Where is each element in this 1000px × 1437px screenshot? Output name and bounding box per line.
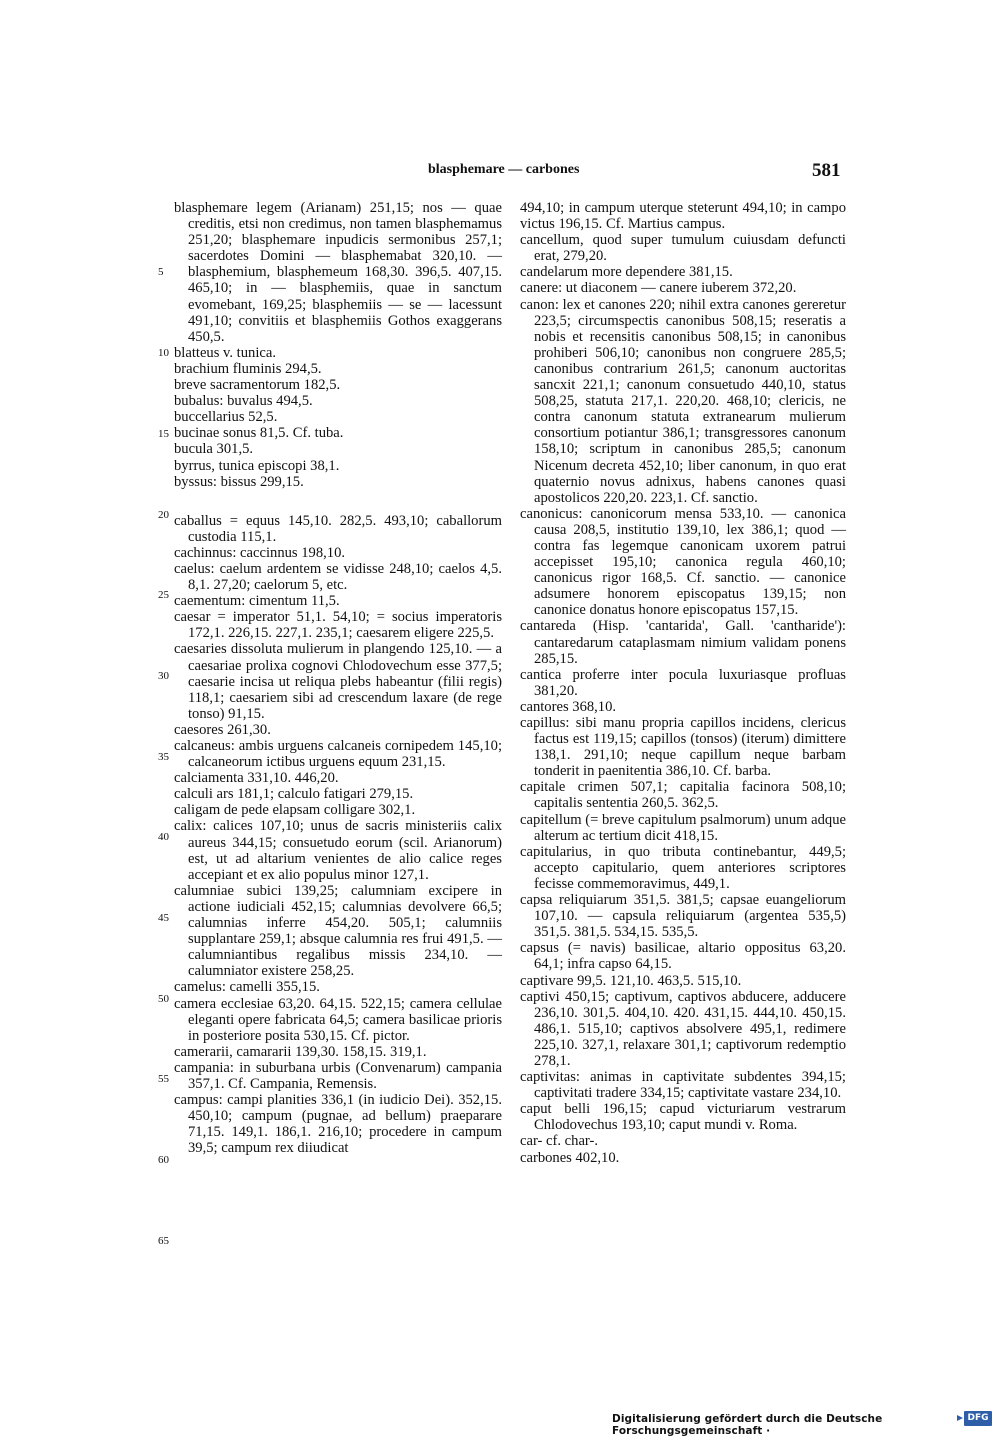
entry-bucinae: bucinae sonus 81,5. Cf. tuba. <box>174 425 344 442</box>
entry-cantores: cantores 368,10. <box>520 698 617 715</box>
entry-byssus: byssus: bissus 299,15. <box>174 473 304 490</box>
entry-caput: caput belli 196,15; capud victuriarum vestrarum Chlodovechus 193,10; caput mundi v. Roma. <box>520 1101 846 1134</box>
left-column <box>174 200 502 1156</box>
entry-caesaries: caesaries dissoluta mulierum in plangendo 125,10. — a caesariae prolixa cognovi Chlodovechum esse 377,5; caesarie incisa ut reliqua plebs habeantur (filii regis) 118,1; caesariem sibi ad crescendum laxare (de rege tonso) 91,15. <box>174 641 502 722</box>
entry-caementum: caementum: cimentum 11,5. <box>174 593 340 610</box>
entry-camera: camera ecclesiae 63,20. 64,15. 522,15; camera cellulae eleganti opere fabricata 64,5; camera basilicae prioris in posteriore posita 530,15. Cf. pictor. <box>174 995 502 1044</box>
entry-captivare: captivare 99,5. 121,10. 463,5. 515,10. <box>520 972 742 989</box>
page-number: 581 <box>812 160 841 181</box>
entry-carbones: carbones 402,10. <box>520 1149 620 1166</box>
entry-capillus: capillus: sibi manu propria capillos incidens, clericus factus est 119,15; capillos (tonsos) (iterum) dimittere 138,1. 291,10; neque capillum neque barbam tonderit in paenitentia 386,10. Cf. barba. <box>520 715 846 780</box>
entry-canere: canere: ut diaconem — canere iuberem 372,20. <box>520 280 797 297</box>
entry-canonicus: canonicus: canonicorum mensa 533,10. — canonica causa 208,5, institutio 139,10, lex 386,1; quod — contra fas legemque canonicam uxorem patrui accepisset 195,10; canonica regula 460,10; canonicus rigor 168,5. Cf. sanctio. — canonice adsumere honorem episcopatus 139,15; non canonice donatus honore episcopatus 157,15. <box>520 505 846 619</box>
footer-credit: Digitalisierung gefördert durch die Deutsche Forschungsgemeinschaft · <box>612 1413 883 1437</box>
entry-caballus: caballus = equus 145,10. 282,5. 493,10; caballorum custodia 115,1. <box>174 512 502 545</box>
entry-blatteus: blatteus v. tunica. <box>174 344 276 361</box>
line-number: 30 <box>158 670 169 682</box>
entry-buccellarius: buccellarius 52,5. <box>174 409 278 426</box>
entry-blasphemare: blasphemare legem (Arianam) 251,15; nos — quae creditis, etsi non credimus, non tamen blasphemamus 251,20; blasphemare inpudicis sermonibus 257,1; sacerdotes Domini — blasphemabat 320,10. — blasphemium, blasphemeum 168,30. 396,5. 407,15. 465,10; in — blasphemiis, quae in sanctum evomebant, 169,25; blasphemiis — se — lacessunt 491,10; convitiis et blasphemiis Gothos exaggerans 450,5. <box>174 200 502 345</box>
line-number: 5 <box>158 266 164 278</box>
entry-captivi: captivi 450,15; captivum, captivos abducere, adducere 236,10. 301,5. 404,10. 420. 431,15. 444,10. 450,15. 486,1. 515,10; captivos absolvere 495,1, redimere 225,10. 327,1, relaxare 301,1; captivorum redemptio 278,1. <box>520 988 846 1069</box>
entry-camelus: camelus: camelli 355,15. <box>174 979 320 996</box>
entry-cachinnus: cachinnus: caccinnus 198,10. <box>174 544 346 561</box>
entry-campus-continued: 494,10; in campum uterque steterunt 494,10; in campo victus 196,15. Cf. Martius campus. <box>520 200 846 233</box>
entry-capitale: capitale crimen 507,1; capitalia facinora 508,10; capitalis sententia 260,5. 362,5. <box>520 779 846 812</box>
line-number: 50 <box>158 993 169 1005</box>
line-number: 45 <box>158 912 169 924</box>
line-number: 10 <box>158 347 169 359</box>
entry-camerarii: camerarii, camararii 139,30. 158,15. 319,1. <box>174 1043 427 1060</box>
entry-cancellum: cancellum, quod super tumulum cuiusdam defuncti erat, 279,20. <box>520 232 846 265</box>
entry-capsus: capsus (= navis) basilicae, altario oppositus 63,20. 64,1; infra capso 64,15. <box>520 940 846 973</box>
entry-calculi: calculi ars 181,1; calculo fatigari 279,15. <box>174 786 414 803</box>
right-column <box>520 200 846 1166</box>
entry-calix: calix: calices 107,10; unus de sacris ministeriis calix aureus 344,15; consuetudo eorum (scil. Arianorum) est, ut ad altarium venientes de alio calice reges accepiant et ex alio populus minor 127,1. <box>174 818 502 883</box>
entry-campania: campania: in suburbana urbis (Convenarum) campania 357,1. Cf. Campania, Remensis. <box>174 1059 502 1092</box>
line-number: 15 <box>158 428 169 440</box>
line-number: 60 <box>158 1154 169 1166</box>
entry-bubalus: bubalus: buvalus 494,5. <box>174 393 313 410</box>
running-title: blasphemare — carbones <box>428 162 580 177</box>
line-number: 40 <box>158 831 169 843</box>
entry-cantica: cantica proferre inter pocula luxuriasque profluas 381,20. <box>520 666 846 699</box>
entry-capitellum: capitellum (= breve capitulum psalmorum) unum adque alterum ac tertium dicit 418,15. <box>520 811 846 844</box>
line-number: 20 <box>158 509 169 521</box>
entry-capitularius: capitularius, in quo tributa continebantur, 449,5; accepto capitulario, quem anteriores scriptores fecisse commemoravimus, 449,1. <box>520 843 846 892</box>
entry-caligam: caligam de pede elapsam colligare 302,1. <box>174 802 416 819</box>
entry-canon: canon: lex et canones 220; nihil extra canones gereretur 223,5; circumspectis canonibus 508,15; reseratis a nobis et recensitis canonibus 508,15; in canonibus prohiberi 506,10; canonibus non congruere 285,5; canonibus contrarium 261,5; canonum auctoritas sancxit 221,1; canonum consuetudo 440,10, status 508,25, statuta 217,1. 220,20. 468,10; clericis, ne contra canonum statuta extranearum mulierum consortium potiantur 386,1; transgressores canonum 158,10; scriptum in canonibus 285,5; canonum Nicenum decreta 452,10; liber canonum, in quo erat quaternio novus adnixus, habens canones quasi apostolicos 220,20. 223,1. Cf. sanctio. <box>520 296 846 506</box>
line-number: 35 <box>158 751 169 763</box>
entry-calciamenta: calciamenta 331,10. 446,20. <box>174 770 339 787</box>
entry-calumniae: calumniae subici 139,25; calumniam excipere in actione iudiciali 452,15; calumnias devolvere 66,5; calumnias inferre 454,20. 505,1; calumniis supplantare 259,1; absque calumnia res frui 491,5. — calumniantibus regalibus missis 234,10. — calumniator existere 258,25. <box>174 882 502 980</box>
letter-section-gap <box>174 490 502 513</box>
line-number: 55 <box>158 1073 169 1085</box>
entry-calcaneus: calcaneus: ambis urguens calcaneis cornipedem 145,10; calcaneorum ictibus urguens equum 231,15. <box>174 738 502 771</box>
entry-caesores: caesores 261,30. <box>174 721 271 738</box>
entry-campus: campus: campi planities 336,1 (in iudicio Dei). 352,15. 450,10; campum (pugnae, ad bellum) praeparare 71,15. 149,1. 186,1. 216,10; procedere in campum 39,5; campum rex diiudicat <box>174 1092 502 1157</box>
entry-cantareda: cantareda (Hisp. 'cantarida', Gall. 'cantharide'): cantaredarum cataplasmam nimium validam ponens 285,15. <box>520 618 846 667</box>
dfg-logo-icon: DFG <box>964 1411 992 1426</box>
entry-caesar: caesar = imperator 51,1. 54,10; = socius imperatoris 172,1. 226,15. 227,1. 235,1; caesarem eligere 225,5. <box>174 609 502 642</box>
entry-byrrus: byrrus, tunica episcopi 38,1. <box>174 457 340 474</box>
entry-breve: breve sacramentorum 182,5. <box>174 377 341 394</box>
entry-brachium: brachium fluminis 294,5. <box>174 360 322 377</box>
entry-captivitas: captivitas: animas in captivitate subdentes 394,15; captivitati tradere 334,15; captivitate vastare 234,10. <box>520 1069 846 1102</box>
entry-bucula: bucula 301,5. <box>174 441 254 458</box>
entry-capsa: capsa reliquiarum 351,5. 381,5; capsae euangeliorum 107,10. — capsula reliquiarum (argentea 535,5) 351,5. 381,5. 534,15. 535,5. <box>520 892 846 941</box>
line-number: 25 <box>158 589 169 601</box>
entry-caelus: caelus: caelum ardentem se vidisse 248,10; caelos 4,5. 8,1. 27,20; caelorum 5, etc. <box>174 560 502 594</box>
page-header <box>0 160 1000 190</box>
line-number: 65 <box>158 1235 169 1247</box>
entry-candelarum: candelarum more dependere 381,15. <box>520 264 733 281</box>
entry-car: car- cf. char-. <box>520 1133 598 1150</box>
